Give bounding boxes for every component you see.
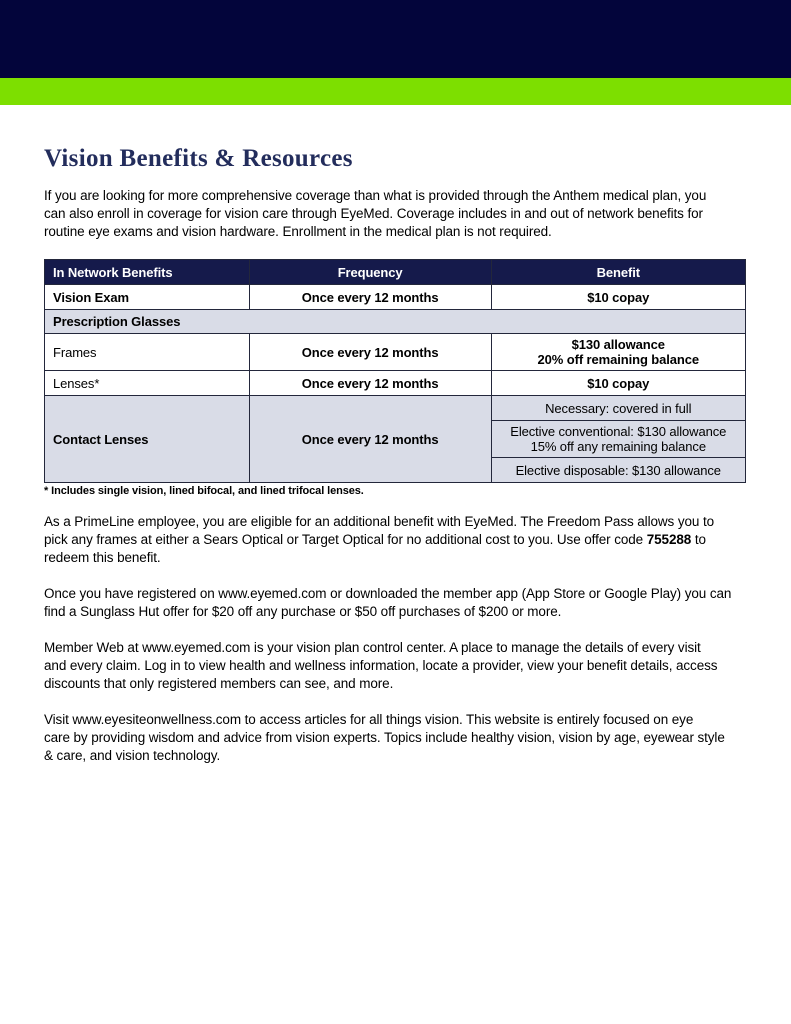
lenses-frequency: Once every 12 months — [249, 371, 491, 396]
intro-paragraph — [44, 187, 746, 241]
frames-benefit-line: $130 allowance — [571, 337, 665, 352]
frames-benefit-line: 20% off remaining balance — [537, 352, 700, 367]
table-footnote: * Includes single vision, lined bifocal, and lined trifocal lenses. — [44, 485, 364, 497]
vision-exam-frequency: Once every 12 months — [249, 285, 491, 310]
freedom-pass-line2-pre: pick any frames at either a Sears Optical or Target Optical for no additional cost to you. Use offer code — [44, 532, 647, 547]
table-row-prescription-glasses — [45, 310, 746, 334]
freedom-pass-line2-post: to — [691, 532, 706, 547]
member-app-line: Once you have registered on www.eyemed.com or downloaded the member app (App Store or Google Play) you can — [44, 586, 732, 601]
contact-lenses-benefit-elective-conventional — [491, 421, 745, 458]
eyesite-line: Visit www.eyesiteonwellness.com to access articles for all things vision. This website is entirely focused on eye — [44, 712, 694, 727]
freedom-pass-line: As a PrimeLine employee, you are eligible for an additional benefit with EyeMed. The Freedom Pass allows you to — [44, 514, 715, 529]
eyesite-line: care by providing wisdom and advice from vision experts. Topics include healthy vision, vision by age, eyewear style — [44, 730, 725, 745]
eyesite-line: & care, and vision technology. — [44, 748, 221, 763]
member-web-line: discounts that only registered members can see, and more. — [44, 676, 394, 691]
header-frequency: Frequency — [249, 260, 491, 285]
vision-benefits-table — [44, 259, 746, 483]
table-row-contact-lenses — [45, 396, 746, 421]
member-web-line: Member Web at www.eyemed.com is your vision plan control center. A place to manage the details of every visit — [44, 640, 701, 655]
table-header-row — [45, 260, 746, 285]
member-app-paragraph — [44, 585, 746, 621]
prescription-glasses-label: Prescription Glasses — [45, 310, 746, 334]
contact-lenses-label: Contact Lenses — [45, 396, 250, 483]
intro-line: If you are looking for more comprehensive coverage than what is provided through the Anthem medical plan, you — [44, 188, 707, 203]
frames-benefit — [491, 334, 745, 371]
freedom-pass-line: redeem this benefit. — [44, 550, 161, 565]
member-app-line: find a Sunglass Hut offer for $20 off any purchase or $50 off purchases of $200 or more. — [44, 604, 562, 619]
green-stripe — [0, 78, 791, 105]
lenses-label: Lenses* — [45, 371, 250, 396]
frames-frequency: Once every 12 months — [249, 334, 491, 371]
intro-line: routine eye exams and vision hardware. Enrollment in the medical plan is not required. — [44, 224, 552, 239]
top-banner — [0, 0, 791, 78]
lenses-benefit: $10 copay — [491, 371, 745, 396]
page-content — [0, 145, 791, 765]
table-row-vision-exam — [45, 285, 746, 310]
page-title: Vision Benefits & Resources — [44, 145, 353, 172]
table-row-frames — [45, 334, 746, 371]
eyesite-paragraph — [44, 711, 746, 765]
vision-exam-benefit: $10 copay — [491, 285, 745, 310]
offer-code: 755288 — [646, 532, 692, 547]
header-in-network-benefits: In Network Benefits — [45, 260, 250, 285]
member-web-line: and every claim. Log in to view health and wellness information, locate a provider, view your benefit details, access — [44, 658, 718, 673]
table-row-lenses — [45, 371, 746, 396]
contact-lenses-benefit-elective-disposable: Elective disposable: $130 allowance — [491, 458, 745, 483]
frames-label: Frames — [45, 334, 250, 371]
member-web-paragraph — [44, 639, 746, 693]
vision-exam-label: Vision Exam — [45, 285, 250, 310]
freedom-pass-line — [44, 531, 746, 549]
contact-lenses-benefit-necessary: Necessary: covered in full — [491, 396, 745, 421]
intro-line: can also enroll in coverage for vision care through EyeMed. Coverage includes in and out of network benefits for — [44, 206, 703, 221]
freedom-pass-paragraph — [44, 513, 746, 567]
elective-conventional-line: 15% off any remaining balance — [530, 439, 706, 454]
elective-conventional-line: Elective conventional: $130 allowance — [510, 424, 727, 439]
contact-lenses-frequency: Once every 12 months — [249, 396, 491, 483]
header-benefit: Benefit — [491, 260, 745, 285]
